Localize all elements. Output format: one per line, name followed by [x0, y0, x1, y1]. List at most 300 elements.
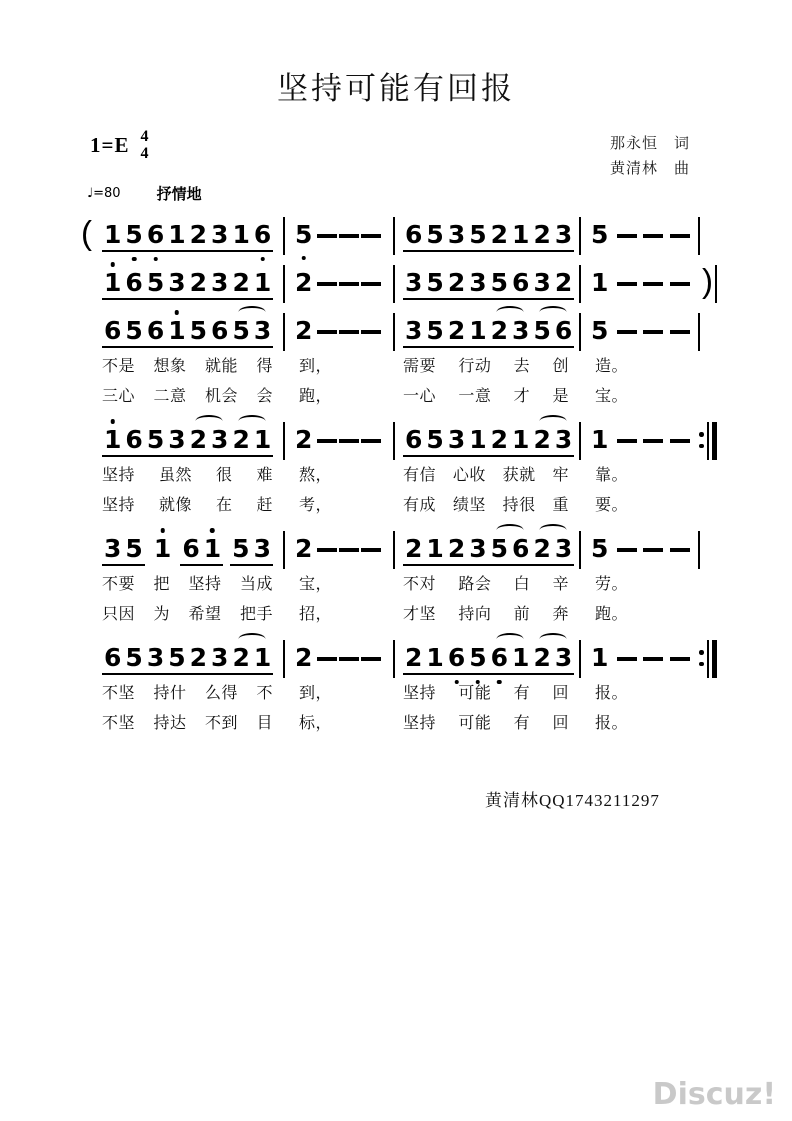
duration-dash: [617, 282, 637, 286]
note-row: [102, 221, 273, 252]
note-digit: 6: [489, 644, 510, 673]
note-digit: 6: [405, 220, 423, 249]
repeat-end-sign: [698, 422, 717, 460]
note-digit: 6: [211, 316, 229, 345]
note-digit: 6: [125, 425, 143, 454]
note-group: [293, 426, 314, 454]
measure: [285, 535, 393, 630]
lyric-cell: 三心: [102, 388, 136, 405]
lyric-row: [589, 600, 690, 630]
note-digit: 2: [189, 425, 208, 454]
lyric-cell: 坚持: [188, 576, 222, 593]
note-digit: 2: [533, 643, 551, 672]
lyric-row: [403, 679, 569, 709]
note-group: [188, 644, 231, 675]
measure: [581, 317, 698, 412]
lyric-cell: 报。: [595, 715, 629, 732]
lyric-cell: 持什: [153, 685, 187, 702]
final-barline: [698, 531, 700, 569]
note-digit: 5: [125, 643, 143, 672]
measure: [395, 426, 579, 521]
note-digit: 1: [253, 643, 272, 672]
lyric-row: [589, 461, 690, 491]
lyric-row: [293, 461, 381, 491]
note-digit: 1: [512, 425, 530, 454]
note-group: [446, 426, 489, 457]
lyric-cell: 不: [256, 685, 273, 702]
note-digit: 3: [211, 268, 229, 297]
note-digit: 5: [146, 268, 165, 297]
lyric-cell: 坚持: [403, 685, 437, 702]
duration-dash: [361, 234, 381, 238]
duration-dash: [339, 439, 359, 443]
music-line: [100, 262, 717, 303]
note-digit: 1: [168, 220, 186, 249]
duration-dash: [339, 330, 359, 334]
note-group: [531, 644, 574, 675]
lyric-cell: 行动: [458, 358, 492, 375]
final-barline: [715, 265, 717, 303]
note-digit: 2: [189, 643, 208, 672]
duration-dash: [317, 282, 337, 286]
note-digit: 1: [152, 535, 173, 563]
lyric-cell: 熬，: [299, 467, 333, 484]
note-digit: 3: [211, 643, 229, 672]
note-digit: 5: [426, 316, 444, 345]
lyric-cell: 考，: [299, 497, 333, 514]
note-group: [230, 269, 273, 300]
note-digit: 5: [591, 316, 609, 345]
note-digit: 1: [591, 268, 609, 297]
lyric-cell: 可能: [458, 685, 492, 702]
lyric-cell: 有: [513, 715, 531, 732]
note-digit: 5: [467, 644, 488, 673]
lyric-cell: 把: [153, 576, 170, 593]
lyric-cell: 持向: [458, 606, 492, 623]
note-group: [489, 269, 532, 300]
note-digit: 2: [447, 268, 466, 297]
measure: [100, 269, 283, 300]
note-digit: 3: [253, 534, 271, 563]
lyric-cell: 白: [513, 576, 531, 593]
note-digit: 6: [104, 643, 122, 672]
note-group: [188, 317, 231, 348]
repeat-dot: [699, 444, 704, 449]
duration-dash: [317, 330, 337, 334]
note-digit: 2: [232, 643, 250, 672]
note-digit: 1: [102, 426, 123, 455]
lyricist-credit: 那永恒 词: [609, 136, 690, 152]
note-row: [102, 317, 273, 348]
lyric-cell: 重: [552, 497, 569, 514]
lyric-cell: 到，: [299, 685, 333, 702]
lyric-cell: 么得: [204, 685, 238, 702]
note-group: [145, 644, 188, 675]
note-group: [145, 426, 188, 457]
lyric-row: [403, 461, 569, 491]
lyric-row: [102, 352, 273, 382]
note-digit: 3: [405, 316, 423, 345]
note-group: [230, 221, 273, 252]
lyric-cell: 跑，: [299, 388, 333, 405]
note-digit: 2: [533, 534, 551, 563]
note-digit: 1: [591, 425, 609, 454]
octave-dot-low: [132, 257, 137, 262]
lyric-cell: 前: [513, 606, 531, 623]
repeat-dots: [699, 650, 704, 666]
lyric-cell: 二意: [153, 388, 187, 405]
note-digit: 3: [146, 643, 165, 672]
key-label: 1=E: [90, 133, 130, 158]
note-group: [293, 535, 314, 563]
lyric-row: [293, 570, 381, 600]
lyric-cell: 不坚: [102, 685, 136, 702]
lyric-cell: 目: [256, 715, 273, 732]
lyric-cell: 才: [513, 388, 531, 405]
lyric-cell: 有成: [403, 497, 437, 514]
note-digit: 5: [125, 316, 143, 345]
lyric-cell: 跑。: [595, 606, 629, 623]
note-digit: 3: [211, 425, 229, 454]
note-digit: 2: [490, 425, 509, 454]
note-group: [188, 269, 231, 300]
note-digit: 5: [293, 221, 314, 249]
note-group: [446, 317, 489, 348]
note-row: [589, 644, 690, 675]
measure: [581, 644, 698, 739]
duration-dash: [317, 439, 337, 443]
measure: [285, 221, 393, 252]
note-digit: 6: [446, 644, 467, 673]
lyric-cell: 希望: [188, 606, 222, 623]
note-digit: 2: [232, 425, 250, 454]
lyric-cell: 不坚: [102, 715, 136, 732]
note-row: [589, 221, 690, 252]
lyric-cell: 才坚: [403, 606, 437, 623]
note-group: [531, 269, 574, 300]
lyric-row: [102, 709, 273, 739]
duration-dash: [317, 657, 337, 661]
lyric-cell: 一意: [458, 388, 492, 405]
lyric-cell: 奔: [552, 606, 569, 623]
note-group: [489, 317, 532, 348]
lyric-row: [589, 491, 690, 521]
repeat-dot: [699, 650, 704, 655]
lyric-cell: 创: [552, 358, 569, 375]
note-row: [293, 426, 381, 457]
octave-dot-high: [110, 419, 115, 424]
lyric-cell: 虽然: [158, 467, 192, 484]
lyric-cell: 去: [513, 358, 531, 375]
footer-credit: 黄清林QQ1743211297: [485, 791, 660, 810]
music-line: [100, 426, 717, 521]
note-digit: 5: [189, 316, 208, 345]
lyric-row: [102, 600, 273, 630]
time-signature: [140, 129, 148, 163]
note-row: [403, 268, 573, 300]
note-digit: 2: [447, 316, 466, 345]
repeat-dot: [699, 662, 704, 667]
music-line: [81, 214, 717, 255]
measure: [395, 644, 579, 739]
note-row: [403, 316, 573, 348]
note-digit: 2: [490, 316, 509, 345]
lyric-row: [293, 382, 381, 412]
octave-dot-high: [210, 528, 215, 533]
lyric-cell: 到，: [299, 358, 333, 375]
note-group: [531, 317, 574, 348]
lyric-cell: 可能: [458, 715, 492, 732]
barline-thick: [712, 640, 717, 678]
note-group: [403, 426, 446, 457]
note-digit: 1: [166, 317, 187, 346]
duration-dash: [643, 330, 663, 334]
note-digit: 2: [295, 316, 313, 345]
note-digit: 6: [512, 268, 530, 297]
note-digit: 5: [591, 220, 609, 249]
note-row: [403, 534, 573, 566]
measure: [395, 221, 579, 252]
lyric-cell: 是: [552, 388, 569, 405]
lyric-cell: 持很: [502, 497, 536, 514]
time-denominator: 4: [140, 144, 149, 162]
lyric-row: [293, 679, 381, 709]
lyric-row: [589, 352, 690, 382]
note-digit: 5: [490, 268, 509, 297]
note-group: [403, 535, 446, 566]
expression-marking: 抒情地: [156, 187, 202, 203]
credits: [610, 132, 690, 182]
note-group: [403, 317, 446, 348]
duration-dash: [670, 548, 690, 552]
note-group: [145, 317, 188, 348]
note-group: [589, 221, 610, 249]
note-digit: 1: [591, 643, 609, 672]
octave-dot-low: [476, 680, 481, 685]
lyric-row: [403, 491, 569, 521]
note-group: [293, 221, 314, 249]
duration-dash: [339, 548, 359, 552]
note-digit: 3: [405, 268, 423, 297]
lyric-cell: 一心: [403, 388, 437, 405]
barline-thin: [707, 640, 709, 678]
note-group: [489, 221, 532, 252]
note-digit: 5: [533, 316, 551, 345]
measure: [100, 644, 283, 739]
duration-dash: [670, 439, 690, 443]
repeat-dot: [699, 432, 704, 437]
note-group: [293, 269, 314, 297]
note-digit: 5: [146, 425, 165, 454]
note-digit: 1: [469, 425, 487, 454]
note-row: [293, 535, 381, 566]
lyric-row: [102, 679, 273, 709]
final-barline: [698, 217, 700, 255]
duration-dash: [643, 234, 663, 238]
note-digit: 2: [405, 643, 423, 672]
duration-dash: [617, 548, 637, 552]
note-group: [589, 426, 610, 454]
duration-dash: [361, 282, 381, 286]
lyric-cell: 不对: [403, 576, 437, 593]
lyric-cell: 劳。: [595, 576, 629, 593]
lyric-cell: 报。: [595, 685, 629, 702]
note-group: [230, 535, 273, 566]
lyric-cell: 有信: [403, 467, 437, 484]
lyric-cell: 就像: [158, 497, 192, 514]
lyric-row: [403, 352, 569, 382]
lyric-cell: 靠。: [595, 467, 629, 484]
measure: [581, 221, 698, 252]
note-digit: 5: [123, 221, 144, 250]
note-digit: 1: [512, 220, 530, 249]
music-line: [100, 535, 717, 630]
lyric-row: [102, 570, 273, 600]
note-group: [102, 269, 145, 300]
note-group: [145, 269, 188, 300]
lyric-cell: 不要: [102, 576, 136, 593]
lyric-cell: 造。: [595, 358, 629, 375]
note-digit: 1: [104, 220, 122, 249]
lyric-row: [589, 570, 690, 600]
note-group: [403, 269, 446, 300]
lyric-row: [102, 491, 273, 521]
duration-dash: [643, 439, 663, 443]
note-digit: 2: [232, 268, 250, 297]
note-row: [293, 644, 381, 675]
octave-dot-high: [110, 262, 115, 267]
note-group: [102, 644, 145, 675]
lyric-cell: 回: [552, 685, 569, 702]
lyric-cell: 就能: [204, 358, 238, 375]
duration-dash: [617, 439, 637, 443]
duration-dash: [643, 282, 663, 286]
octave-dot-low: [260, 257, 265, 262]
final-barline: [698, 313, 700, 351]
note-group: [589, 644, 610, 672]
tempo-bpm: ♩=80: [87, 186, 121, 201]
measure: [100, 535, 283, 630]
duration-dash: [617, 657, 637, 661]
note-row: [589, 535, 690, 566]
note-digit: 2: [189, 220, 208, 249]
note-row: [403, 220, 573, 252]
note-digit: 6: [554, 316, 573, 345]
lyric-cell: 宝，: [299, 576, 333, 593]
note-digit: 6: [405, 425, 423, 454]
lyric-cell: 得: [256, 358, 273, 375]
lyric-cell: 把手: [239, 606, 273, 623]
note-group: [589, 317, 610, 345]
note-digit: 3: [211, 220, 229, 249]
note-row: [589, 426, 690, 457]
note-digit: 2: [533, 425, 551, 454]
lyric-cell: 坚持: [102, 467, 136, 484]
note-group: [293, 644, 314, 672]
note-digit: 2: [490, 220, 509, 249]
note-digit: 6: [104, 316, 122, 345]
note-group: [446, 535, 489, 566]
note-digit: 1: [253, 268, 272, 297]
measure: [285, 269, 393, 300]
note-digit: 6: [182, 534, 200, 563]
note-row: [293, 221, 381, 252]
lyric-cell: 赶: [256, 497, 273, 514]
duration-dash: [317, 548, 337, 552]
note-digit: 5: [469, 220, 487, 249]
note-group: [589, 269, 610, 297]
open-paren: (: [81, 214, 92, 251]
measure: [100, 221, 283, 252]
note-digit: 6: [512, 534, 530, 563]
note-digit: 2: [447, 534, 466, 563]
measure: [395, 535, 579, 630]
note-group: [489, 644, 532, 675]
note-row: [102, 426, 273, 457]
duration-dash: [643, 657, 663, 661]
note-digit: 5: [426, 220, 444, 249]
note-group: [152, 535, 173, 563]
note-group: [145, 221, 188, 252]
octave-dot-low: [454, 680, 459, 685]
repeat-dots: [699, 432, 704, 448]
lyric-row: [589, 709, 690, 739]
note-row: [102, 535, 273, 566]
lyric-row: [403, 600, 569, 630]
note-digit: 5: [232, 316, 250, 345]
lyric-row: [403, 570, 569, 600]
lyric-row: [589, 679, 690, 709]
tempo-marking: [87, 183, 202, 204]
note-digit: 2: [405, 534, 423, 563]
note-group: [102, 221, 145, 252]
duration-dash: [643, 548, 663, 552]
note-row: [293, 317, 381, 348]
note-digit: 3: [469, 534, 487, 563]
note-digit: 3: [512, 316, 530, 345]
lyric-row: [589, 382, 690, 412]
score: [81, 214, 717, 753]
duration-dash: [670, 282, 690, 286]
note-digit: 3: [469, 268, 487, 297]
octave-dot-low: [301, 256, 306, 261]
lyric-row: [293, 709, 381, 739]
octave-dot-high: [175, 310, 180, 315]
music-line: [100, 644, 717, 739]
note-digit: 5: [591, 534, 609, 563]
note-group: [188, 426, 231, 457]
note-digit: 5: [426, 425, 444, 454]
note-group: [531, 221, 574, 252]
octave-dot-low: [497, 680, 502, 685]
note-group: [446, 269, 489, 300]
duration-dash: [617, 234, 637, 238]
note-digit: 2: [295, 268, 313, 297]
barline-thick: [712, 422, 717, 460]
lyric-cell: 会: [256, 388, 273, 405]
lyric-cell: 很: [215, 467, 233, 484]
note-digit: 2: [295, 425, 313, 454]
measure: [100, 426, 283, 521]
lyric-cell: 牢: [552, 467, 569, 484]
lyric-row: [293, 491, 381, 521]
lyric-cell: 为: [153, 606, 170, 623]
discuz-watermark: Discuz!: [652, 1077, 776, 1112]
note-digit: 1: [469, 316, 487, 345]
measure: [581, 426, 698, 521]
note-digit: 1: [426, 534, 444, 563]
lyric-cell: 辛: [552, 576, 569, 593]
